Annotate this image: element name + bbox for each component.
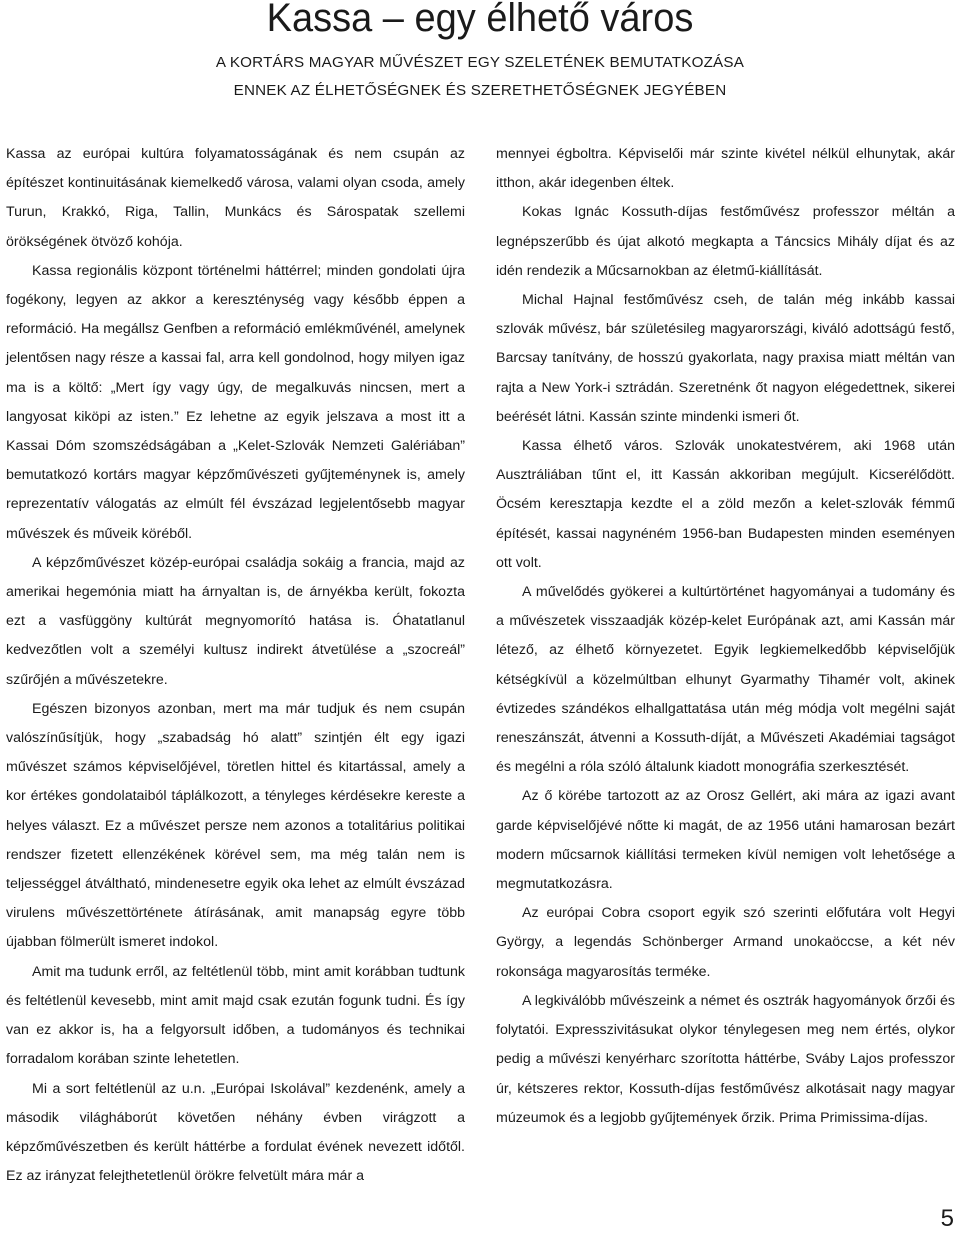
paragraph: Michal Hajnal festőművész cseh, de talán még inkább kassai szlovák művész, bár születésileg magyarországi, kiváló adottságú festő, Barcsay tanítvány, de hosszú gyakorlata, nagy praxisa miatt méltán van rajta a New York-i sztrádán. Szeretnénk őt nagyon elégedettnek, sikerei beérését látni. Kassán szinte mindenki ismeri őt.: [496, 292, 955, 425]
subtitle-line-1: A KORTÁRS MAGYAR MŰVÉSZET EGY SZELETÉNEK BEMUTATKOZÁSA: [215, 54, 745, 71]
left-column: [6, 140, 465, 1191]
paragraph: A legkiválóbb művészeink a német és osztrák hagyományok őrzői és folytatói. Expresszivitásukat olykor ténylegesen meg nem értés, olykor pedig a művészi kenyérharc szorította háttérbe, Sváby Lajos professzor úr, kétszeres rektor, Kossuth-díjas festőművész alkotásait nagy magyar múzeumok és a legjobb gyűjtemények őrzik. Prima Primissima-díjas.: [496, 992, 955, 1126]
paragraph: Az európai Cobra csoport egyik szó szerinti előfutára volt Hegyi György, a legendás Schönberger Armand unokaöccse, a két név rokonsága magyarosítás terméke.: [496, 905, 955, 980]
paragraph: Kassa regionális központ történelmi háttérrel; minden gondolati újra fogékony, legyen az akkor a kereszténység vagy később éppen a reformáció. Ha megállsz Genfben a reformáció emlékművénél, amelynek jelentősen nagy része a kassai fal, arra kell gondolnod, hogy milyen igaz ma is a költő: „Mert így vagy úgy, de megalkuvás nincsen, mert a langyosat kiköpi az isten.” Ez lehetne az egyik jelszava a most itt a Kassai Dóm szomszédságában a „Kelet-Szlovák Nemzeti Galériában” bemutatkozó kortárs magyar képzőművészeti gyűjteménynek is, amely reprezentatív válogatás az elmúlt fél évszázad legjelentősebb magyar művészek és műveik köréből.: [6, 262, 465, 542]
paragraph: Kokas Ignác Kossuth-díjas festőművész professzor méltán a legnépszerűbb és újat alkotó megkapta a Táncsics Mihály díjat és az idén rendezik a Műcsarnokban az életmű-kiállítását.: [496, 204, 955, 279]
page-number: 5: [940, 1205, 954, 1232]
paragraph: Kassa az európai kultúra folyamatosságának és nem csupán az építészet kontinuitásának kiemelkedő városa, valami olyan csoda, amely Turun, Krakkó, Riga, Tallin, Munkács és Sárospatak szellemi örökségének ötvöző kohója.: [6, 146, 465, 250]
paragraph: A képzőművészet közép-európai családja sokáig a francia, majd az amerikai hegemónia miatt ha árnyaltan is, de árnyékba került, fokozta ezt a vasfüggöny kultúrát megnyomorító hatása is. Óhatatlanul kedvezőtlen volt a személyi kultusz indirekt átvetülése a „szocreál” szűrőjén a művészetekre.: [6, 554, 465, 688]
paragraph: Kassa élhető város. Szlovák unokatestvérem, aki 1968 után Ausztráliában tűnt el, itt Kassán akkoriban megújult. Kicserélődött. Öcsém keresztapja kezdte el a zöld mezőn a kelet-szlovák fémmű építését, kassai nagynéném 1956-ban Budapesten minden eseményen ott volt.: [496, 438, 955, 571]
paragraph: Egészen bizonyos azonban, mert ma már tudjuk és nem csupán valószínűsítjük, hogy „szabadság hó alatt” szintjén élt egy igazi művészet számos képviselőjével, töretlen hittel és kitartással, amely a kor értékes gondolataiból táplálkozott, a tényleges kérdésekre kereste a helyes választ. Ez a művészet persze nem azonos a totalitárius politikai rendszer fizetett ellenzékének körével sem, ma még talán nem is teljességgel átváltható, mindenesetre egyik oka lehet az elmúlt évszázad virulens művészettörténete átírásának, amit manapság egyre több újabban fölmerült ismeret indokol.: [6, 700, 465, 951]
right-column: [496, 140, 955, 1133]
page-title: Kassa – egy élhető város: [266, 0, 694, 41]
paragraph: Amit ma tudunk erről, az feltétlenül több, mint amit korábban tudtunk és feltétlenül kevesebb, mint amit majd csak ezután fogunk tudni. És így van ez akkor is, ha a felgyorsult időben, a tudományos és technikai forradalom korában szinte lehetetlen.: [6, 963, 465, 1068]
paragraph: Az ő körébe tartozott az az Orosz Gellért, aki mára az igazi avant garde képviselőjévé nőtte ki magát, de az 1956 utáni hamarosan bezárt modern műcsarnok kiállítási termeken kívül nemigen volt lehetősége a megmutatkozásra.: [496, 788, 955, 893]
paragraph: Mi a sort feltétlenül az u.n. „Európai Iskolával” kezdenénk, amely a második világháborút követően néhány évben virágzott a képzőművészetben és került háttérbe a fordulat évének nevezett időtől. Ez az irányzat felejthetetlenül örökre felvetült mára már a: [6, 1080, 465, 1185]
paragraph: A művelődés gyökerei a kultúrtörténet hagyományai a tudomány és a művészetek visszaadják közép-kelet Európának azt, ami Kassán már létező, az élhető környezetet. Egyik legkiemelkedőbb képviselőjük kétségkívül a közelmúltban elhunyt Gyarmathy Tihamér volt, akinek évtizedes szándékos elhallgattatása után még módja volt megélni saját reneszánszát, átvenni a Kossuth-díját, a Művészeti Akadémiai tagságot és megélni a róla szóló általunk kiadott monográfia szerkesztését.: [496, 584, 955, 776]
subtitle-line-2: ENNEK AZ ÉLHETŐSÉGNEK ÉS SZERETHETŐSÉGNEK JEGYÉBEN: [233, 82, 727, 99]
paragraph: mennyei égboltra. Képviselői már szinte kivétel nélkül elhunytak, akár itthon, akár idegenben éltek.: [496, 146, 955, 192]
